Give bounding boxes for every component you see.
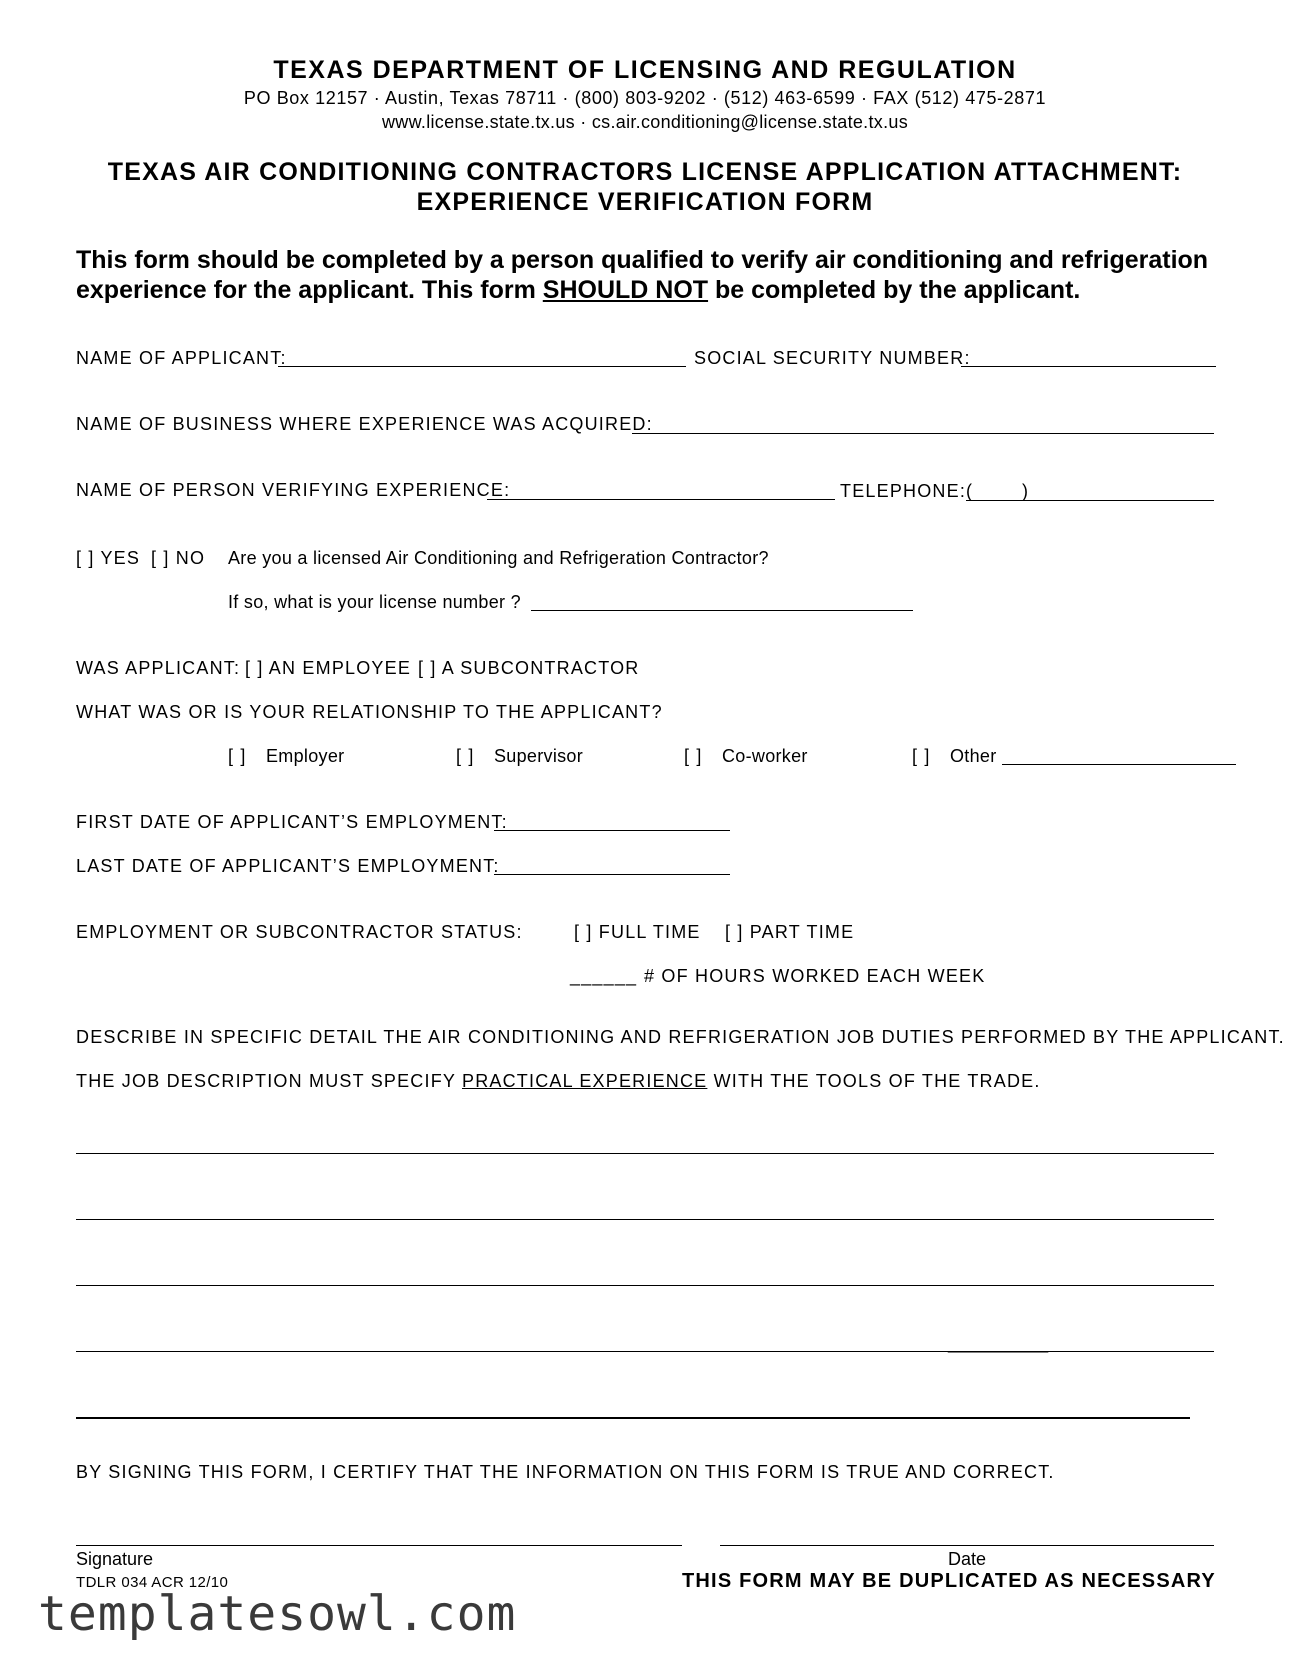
description-line-2[interactable] [76,1219,1214,1220]
agency-web-email: www.license.state.tx.us · cs.air.conditioning@license.state.tx.us [382,112,908,132]
applicant-name-field[interactable] [278,366,686,367]
verifier-name-field[interactable] [487,499,835,500]
form-title-line2: EXPERIENCE VERIFICATION FORM [416,188,874,216]
part-time-checkbox[interactable]: [ ] PART TIME [725,922,855,942]
telephone-paren-open: ( [966,481,974,501]
date-label: Date [948,1549,987,1569]
description-line-5[interactable] [76,1417,1190,1419]
form-title-line1: TEXAS AIR CONDITIONING CONTRACTORS LICENSE APPLICATION ATTACHMENT: [107,158,1183,186]
intro-emphasis: SHOULD NOT [542,276,709,304]
coworker-checkbox[interactable]: [ ] [684,746,703,766]
employer-checkbox[interactable]: [ ] [228,746,247,766]
telephone-field[interactable] [966,500,1214,501]
business-name-field[interactable] [632,433,1214,434]
intro-text-part2: be completed by the applicant. [708,276,1081,304]
verifier-name-label: NAME OF PERSON VERIFYING EXPERIENCE: [76,480,511,500]
other-relationship-field[interactable] [1002,764,1236,765]
form-id: TDLR 034 ACR 12/10 [76,1574,229,1591]
ssn-field[interactable] [961,366,1216,367]
signature-field[interactable] [76,1545,682,1546]
ssn-label: SOCIAL SECURITY NUMBER: [694,348,971,368]
duplicate-note: THIS FORM MAY BE DUPLICATED AS NECESSARY [682,1570,1216,1592]
signature-label: Signature [76,1549,154,1569]
subcontractor-checkbox[interactable]: [ ] A SUBCONTRACTOR [418,658,640,678]
other-checkbox[interactable]: [ ] [912,746,931,766]
first-date-field[interactable] [494,830,730,831]
date-field[interactable] [720,1545,1214,1546]
coworker-option-label: Co-worker [722,746,808,766]
stray-underscores: __________ [948,1333,1049,1353]
business-name-label: NAME OF BUSINESS WHERE EXPERIENCE WAS ACQUIRED: [76,414,653,434]
certification-statement: BY SIGNING THIS FORM, I CERTIFY THAT THE INFORMATION ON THIS FORM IS TRUE AND CORRECT. [76,1462,1055,1482]
telephone-label: TELEPHONE: [840,481,967,501]
description-line2-pre: THE JOB DESCRIPTION MUST SPECIFY [76,1071,462,1091]
description-line2-post: WITH THE TOOLS OF THE TRADE. [707,1071,1041,1091]
other-option-label: Other [950,746,997,766]
intro-instructions [76,245,1236,305]
hours-label: # OF HOURS WORKED EACH WEEK [644,966,986,986]
licensed-yes-checkbox[interactable]: [ ] YES [76,548,141,568]
first-date-label: FIRST DATE OF APPLICANT’S EMPLOYMENT: [76,812,508,832]
watermark: templatesowl.com [38,1586,517,1642]
employee-checkbox[interactable]: [ ] AN EMPLOYEE [245,658,412,678]
full-time-checkbox[interactable]: [ ] FULL TIME [574,922,701,942]
status-label: EMPLOYMENT OR SUBCONTRACTOR STATUS: [76,922,523,942]
last-date-field[interactable] [494,874,730,875]
licensed-question-text: Are you a licensed Air Conditioning and Refrigeration Contractor? [228,548,769,568]
practical-experience-emphasis: PRACTICAL EXPERIENCE [462,1071,708,1091]
relationship-question: WHAT WAS OR IS YOUR RELATIONSHIP TO THE APPLICANT? [76,702,663,722]
supervisor-option-label: Supervisor [494,746,584,766]
intro-text-part1: This form should be completed by a person qualified to verify air conditioning and refrigeration experience for the applicant. This form [76,246,1209,304]
agency-name: TEXAS DEPARTMENT OF LICENSING AND REGULATION [273,56,1017,84]
license-number-label: If so, what is your license number ? [228,592,521,612]
applicant-name-label: NAME OF APPLICANT: [76,348,287,368]
licensed-no-checkbox[interactable]: [ ] NO [151,548,206,568]
hours-field[interactable]: ______ [570,966,638,986]
description-line-3[interactable] [76,1285,1214,1286]
applicant-type-label: WAS APPLICANT: [76,658,241,678]
license-number-field[interactable] [531,610,913,611]
description-instruction-line2 [76,1071,1041,1092]
description-line-1[interactable] [76,1153,1214,1154]
employer-option-label: Employer [266,746,345,766]
agency-address: PO Box 12157 · Austin, Texas 78711 · (800) 803-9202 · (512) 463-6599 · FAX (512) 475-2871 [243,88,1047,108]
supervisor-checkbox[interactable]: [ ] [456,746,475,766]
telephone-paren-close: ) [1022,481,1030,501]
last-date-label: LAST DATE OF APPLICANT’S EMPLOYMENT: [76,856,500,876]
description-instruction-line1: DESCRIBE IN SPECIFIC DETAIL THE AIR CONDITIONING AND REFRIGERATION JOB DUTIES PERFORMED BY THE APPLICANT. [76,1027,1285,1047]
